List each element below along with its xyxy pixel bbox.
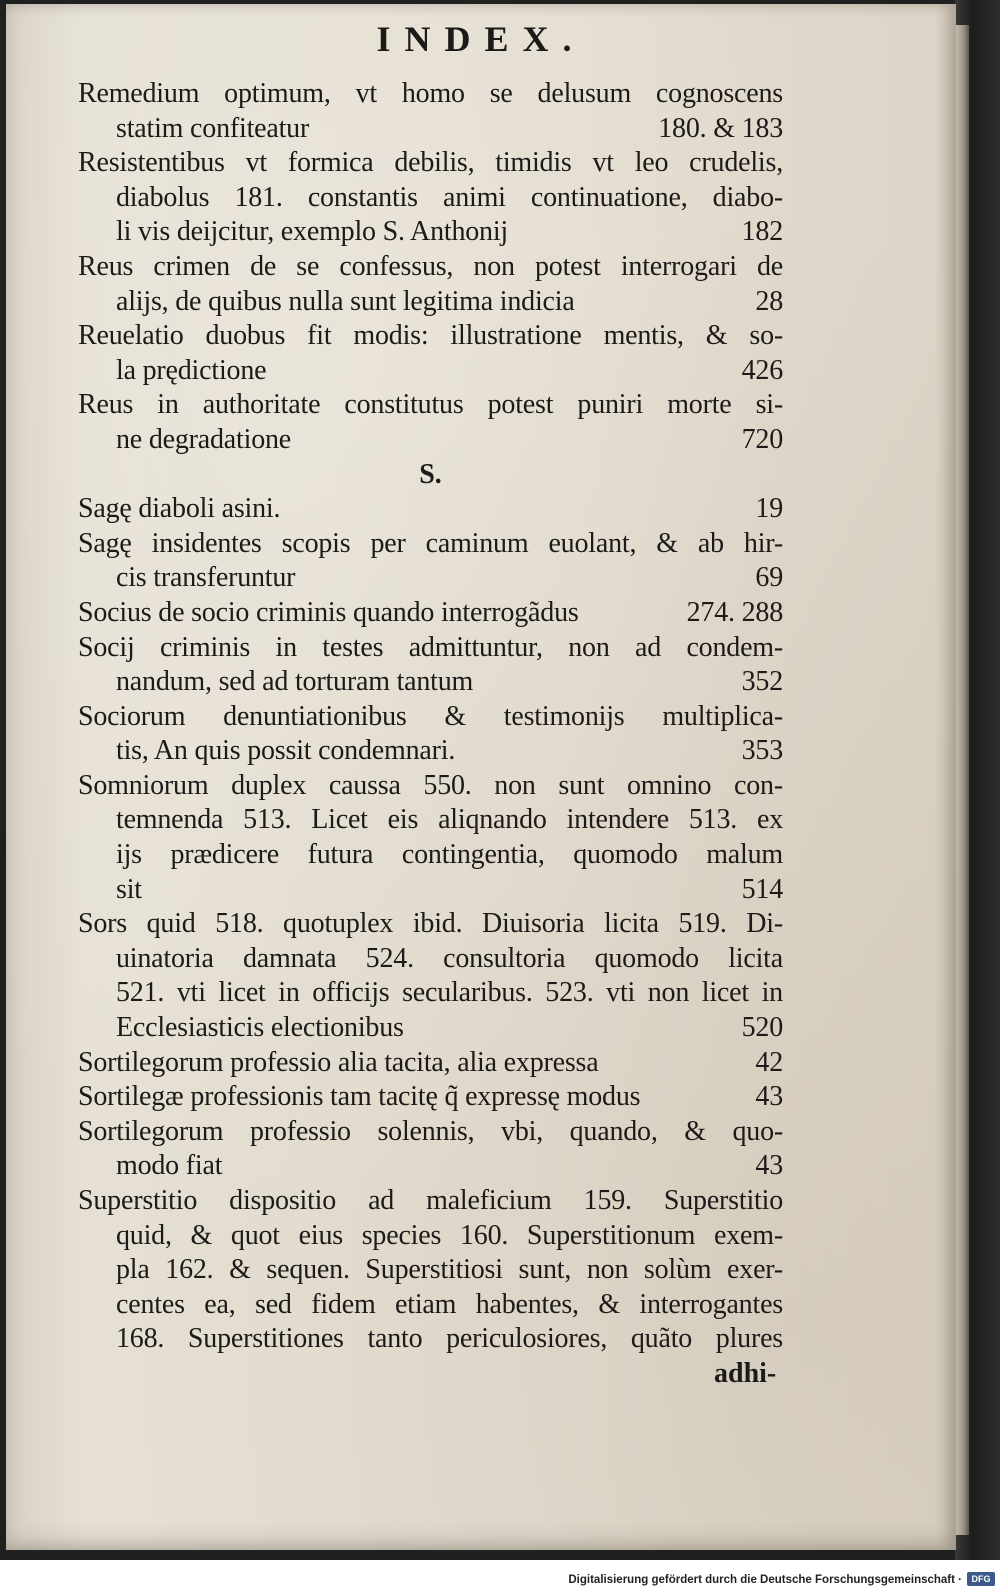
index-page-number: 426 — [741, 354, 783, 386]
index-line-text: pla 162. & sequen. Superstitiosi sunt, non solùm exer- — [116, 1254, 783, 1286]
index-line-text: Resistentibus vt formica debilis, timidis vt leo crudelis, — [78, 147, 783, 179]
index-page-number: 42 — [755, 1046, 783, 1078]
index-line — [78, 527, 783, 562]
index-line — [78, 112, 783, 147]
index-line-text: Socius de socio criminis quando interrogãdus — [78, 596, 579, 628]
index-line-text: Ecclesiasticis electionibus — [116, 1012, 404, 1044]
index-line-text: Remedium optimum, vt homo se delusum cognoscens — [78, 78, 783, 109]
index-page-number: 520 — [741, 1012, 783, 1044]
index-page-number: 274. 288 — [686, 596, 783, 628]
index-line — [78, 942, 783, 977]
index-line — [78, 700, 783, 735]
index-line — [78, 1149, 783, 1184]
index-line — [78, 907, 783, 942]
index-line-text: temnenda 513. Licet eis aliqnando intendere 513. ex — [116, 804, 783, 836]
index-line-text: Sociorum denuntiationibus & testimonijs multiplica- — [78, 700, 783, 732]
index-line-text: diabolus 181. constantis animi continuatione, diabo- — [116, 181, 783, 213]
index-line — [78, 1080, 783, 1115]
index-line — [78, 285, 783, 320]
index-line — [78, 1219, 783, 1254]
page-header: INDEX. — [376, 19, 586, 59]
index-entries — [78, 77, 783, 1357]
index-line — [78, 769, 783, 804]
page-edge-strip — [955, 25, 969, 1535]
index-line — [78, 1322, 783, 1357]
index-line — [78, 1184, 783, 1219]
index-line-text: uinatoria damnata 524. consultoria quomodo licita — [116, 942, 783, 974]
index-line — [78, 146, 783, 181]
index-line-text: Reuelatio duobus fit modis: illustratione mentis, & so- — [78, 320, 783, 352]
index-line-text: Somniorum duplex caussa 550. non sunt omnino con- — [78, 769, 783, 801]
index-line-text: Sortilegorum professio alia tacita, alia expressa — [78, 1046, 599, 1078]
index-line-text: Sortilegorum professio solennis, vbi, quando, & quo- — [78, 1115, 783, 1147]
index-page-number: 28 — [755, 285, 783, 317]
index-line — [78, 1288, 783, 1323]
index-line — [78, 976, 783, 1011]
index-page-number: 180. & 183 — [658, 112, 783, 144]
index-line-text: Reus crimen de se confessus, non potest interrogari de — [78, 250, 783, 282]
index-page-number: 19 — [755, 493, 783, 525]
index-line-text: alijs, de quibus nulla sunt legitima indicia — [116, 285, 575, 317]
index-line-text: Sagę diaboli asini. — [78, 493, 281, 525]
index-line-text: Socij criminis in testes admittuntur, non ad condem- — [78, 631, 783, 663]
index-line-text: ijs prædicere futura contingentia, quomodo malum — [116, 839, 783, 871]
index-line — [78, 1115, 783, 1150]
index-line — [78, 1253, 783, 1288]
index-page-number: 43 — [755, 1081, 783, 1113]
index-line — [78, 250, 783, 285]
dfg-logo-icon: DFG — [967, 1572, 995, 1586]
index-page-number: 514 — [741, 873, 783, 905]
index-line-text: sit — [116, 873, 142, 905]
index-line — [78, 596, 783, 631]
index-line — [78, 803, 783, 838]
index-line — [78, 319, 783, 354]
index-line-text: la prędictione — [116, 354, 267, 386]
index-line-text: Reus in authoritate constitutus potest puniri morte si- — [78, 389, 783, 421]
index-page-number: 43 — [755, 1150, 783, 1182]
index-line — [78, 492, 783, 527]
index-line-text: Superstitio dispositio ad maleficium 159. Superstitio — [78, 1185, 783, 1216]
index-line-text: modo fiat — [116, 1150, 223, 1182]
index-line-text: cis transferuntur — [116, 562, 296, 594]
index-line-text: ne degradatione — [116, 423, 292, 455]
book-page — [6, 4, 956, 1550]
index-line-text: statim confiteatur — [116, 112, 310, 144]
index-line-text: Sortilegæ professionis tam tacitę q̃ expressę modus — [78, 1081, 641, 1113]
index-line — [78, 873, 783, 908]
index-line — [78, 734, 783, 769]
index-line — [78, 561, 783, 596]
index-line — [78, 181, 783, 216]
index-line — [78, 215, 783, 250]
index-line-text: nandum, sed ad torturam tantum — [116, 666, 474, 698]
index-line — [78, 77, 783, 112]
index-line-text: li vis deijcitur, exemplo S. Anthonij — [116, 216, 509, 248]
index-line-text: 521. vti licet in officijs secularibus. 523. vti non licet in — [116, 977, 783, 1009]
index-page-number: 182 — [741, 216, 783, 248]
footer-credit: Digitalisierung gefördert durch die Deutsche Forschungsgemeinschaft · — [568, 1574, 962, 1586]
index-line-text: tis, An quis possit condemnari. — [116, 735, 456, 767]
index-page-number: 720 — [741, 423, 783, 455]
index-page-number: 352 — [741, 666, 783, 698]
index-line — [78, 838, 783, 873]
index-line-text: centes ea, sed fidem etiam habentes, & interrogantes — [116, 1288, 783, 1320]
index-line-text: Sors quid 518. quotuplex ibid. Diuisoria licita 519. Di- — [78, 908, 783, 940]
section-letter: S. — [419, 458, 442, 490]
index-line-text: Sagę insidentes scopis per caminum euolant, & ab hir- — [78, 527, 783, 559]
index-line-text: 168. Superstitiones tanto periculosiores, quãto plures — [116, 1323, 783, 1355]
index-line — [78, 1046, 783, 1081]
index-page-number: 69 — [755, 562, 783, 594]
index-line — [78, 665, 783, 700]
index-line — [78, 631, 783, 666]
index-page-number: 353 — [741, 735, 783, 767]
index-line — [78, 423, 783, 458]
index-line — [78, 354, 783, 389]
index-line — [78, 1011, 783, 1046]
catchword: adhi- — [714, 1358, 777, 1389]
index-line-text: quid, & quot eius species 160. Superstitionum exem- — [116, 1219, 783, 1251]
index-line — [78, 388, 783, 423]
